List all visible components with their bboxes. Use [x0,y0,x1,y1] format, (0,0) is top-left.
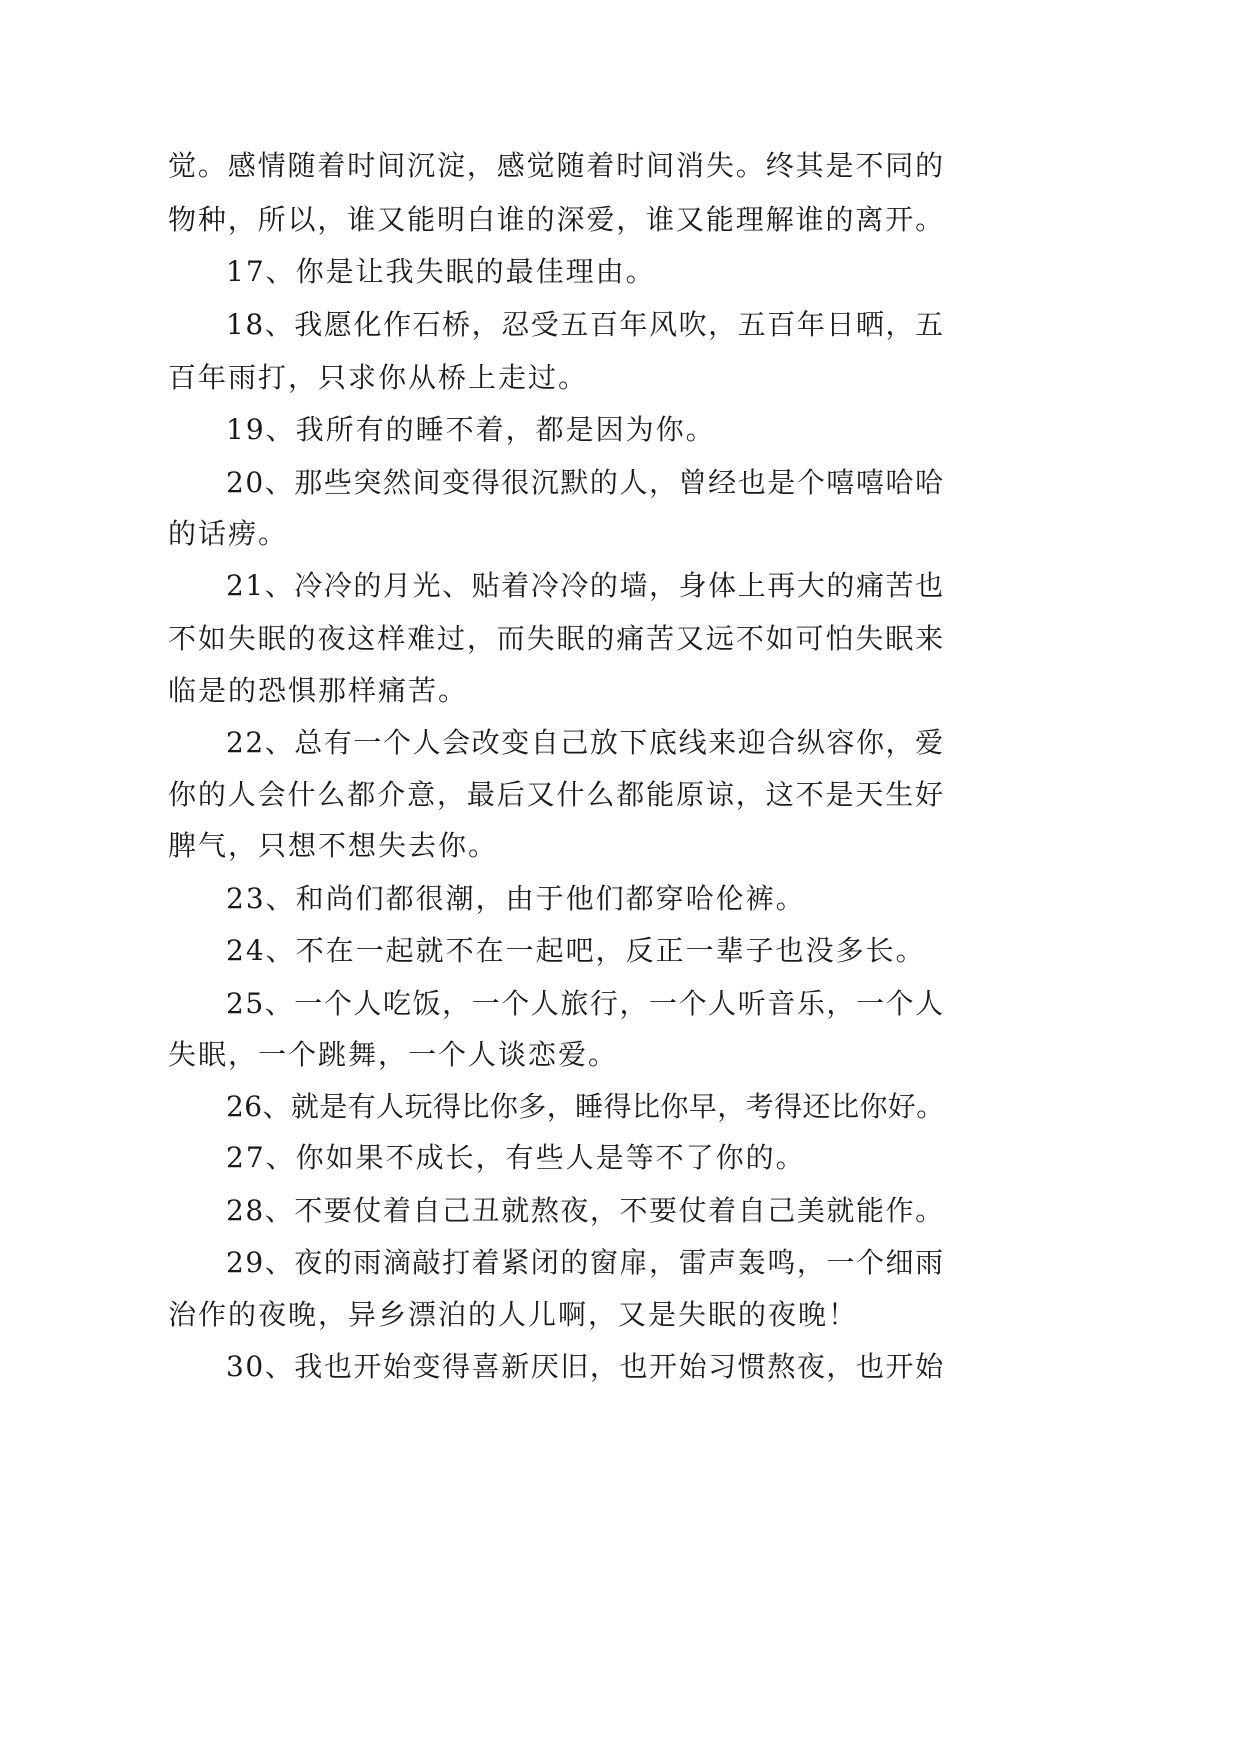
text-line: 22、总有一个人会改变自己放下底线来迎合纵容你，爱 [226,726,945,759]
text-line: 临是的恐惧那样痛苦。 [168,674,469,707]
text-line: 失眠，一个跳舞，一个人谈恋爱。 [168,1038,619,1071]
text-line: 不如失眠的夜这样难过，而失眠的痛苦又远不如可怕失眠来 [168,622,946,655]
text-line: 脾气，只想不想失去你。 [168,829,499,862]
text-line: 27、你如果不成长，有些人是等不了你的。 [226,1141,806,1174]
text-line: 25、一个人吃饭，一个人旅行，一个人听音乐，一个人 [226,987,945,1020]
text-line: 19、我所有的睡不着，都是因为你。 [226,413,716,446]
text-line: 你的人会什么都介意，最后又什么都能原谅，这不是天生好 [168,778,946,811]
text-line: 18、我愿化作石桥，忍受五百年风吹，五百年日晒，五 [226,308,945,341]
text-line: 治作的夜晚，异乡漂泊的人儿啊，又是失眠的夜晚！ [168,1298,859,1331]
text-line: 觉。感情随着时间沉淀，感觉随着时间消失。终其是不同的 [168,149,946,182]
text-line: 28、不要仗着自己丑就熬夜，不要仗着自己美就能作。 [226,1194,945,1227]
text-line: 29、夜的雨滴敲打着紧闭的窗扉，雷声轰鸣，一个细雨 [226,1246,945,1279]
text-line: 21、冷冷的月光、贴着冷冷的墙，身体上再大的痛苦也 [226,569,945,602]
text-line: 26、就是有人玩得比你多，睡得比你早，考得还比你好。 [226,1090,945,1123]
text-line: 物种，所以，谁又能明白谁的深爱，谁又能理解谁的离开。 [168,203,946,236]
text-line: 17、你是让我失眠的最佳理由。 [226,255,656,288]
text-line: 24、不在一起就不在一起吧，反正一辈子也没多长。 [226,934,926,967]
text-line: 30、我也开始变得喜新厌旧，也开始习惯熬夜，也开始 [226,1350,945,1383]
text-line: 的话痨。 [168,517,289,550]
text-line: 百年雨打，只求你从桥上走过。 [168,361,589,394]
text-line: 20、那些突然间变得很沉默的人，曾经也是个嘻嘻哈哈 [226,466,945,499]
text-line: 23、和尚们都很潮，由于他们都穿哈伦裤。 [226,882,806,915]
